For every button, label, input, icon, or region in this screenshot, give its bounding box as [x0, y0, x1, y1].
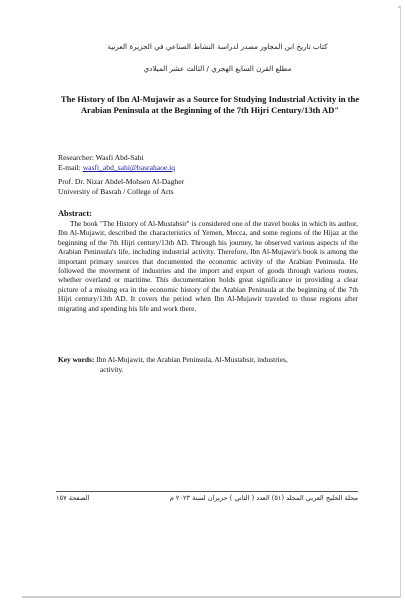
page-footer	[56, 494, 358, 506]
researcher-email-line	[58, 163, 175, 173]
page-number: الصفحة ١٥٧	[56, 494, 90, 502]
supervisor-affiliation: University of Basrah / College of Arts	[58, 187, 174, 196]
keywords	[58, 355, 358, 375]
researcher-info	[58, 153, 175, 173]
researcher-name: Researcher: Wasfi Abd-Sahi	[58, 153, 144, 162]
article-title: The History of Ibn Al-Mujawir as a Source for Studying Industrial Activity in the Arabian Peninsula at the Beginning of the 7th Hijri Century/13th AD"	[60, 94, 360, 115]
arabic-book-title: كتاب تاريخ ابن المجاور مصدر لدراسة النشاط الصناعي في الجزيرة العربية	[107, 42, 328, 51]
footer-divider	[56, 491, 358, 492]
arabic-period-subtitle: مطلع القرن السابع الهجري / الثالث عشر الميلادي	[143, 64, 292, 73]
abstract-heading: Abstract:	[58, 209, 92, 218]
email-link[interactable]: wasfi_abd_sahi@basrahaoe.iq	[82, 163, 176, 172]
journal-citation: مجلة الخليج العربي المجلد (٥١) العدد ( الثاني ) حزيران لسنة ٢٠٢٣ م	[169, 494, 358, 502]
keywords-text-continued: activity.	[100, 365, 124, 374]
supervisor-info	[58, 177, 184, 197]
arabic-header	[60, 40, 375, 75]
email-label: E-mail:	[58, 163, 81, 172]
keywords-text: Ibn Al-Mujawir, the Arabian Peninsula, Al-Mustabsir, industries,	[96, 355, 288, 364]
supervisor-name: Prof. Dr. Nizar Abdel-Mohsen Al-Dagher	[58, 177, 185, 186]
abstract-body: The book "The History of Al-Mustabsir" is considered one of the travel books in which its author, Ibn Al-Mujawir, described the characteristics of Yemen, Mecca, and some regions of the Hijaz at the beginning of the 7th Hijri century/13th AD. Through his journey, he observed various aspects of the Arabian Peninsula's life, including industrial activity. Therefore, Ibn Al-Mujawir's book is among the important primary sources that documented the economic activity of the Arabian Peninsula. He followed the movement of industries and the import and export of goods through various routes, whether overland or maritime. This documentation holds great significance in providing a clear picture of a missing era in the economic history of the Arabian Peninsula at the beginning of the 7th Hijri century/13th AD. It covers the period when Ibn Al-Mujawir traveled to those regions after migrating and spending his life and work there.	[58, 219, 358, 313]
keywords-label: Key words:	[58, 355, 95, 364]
